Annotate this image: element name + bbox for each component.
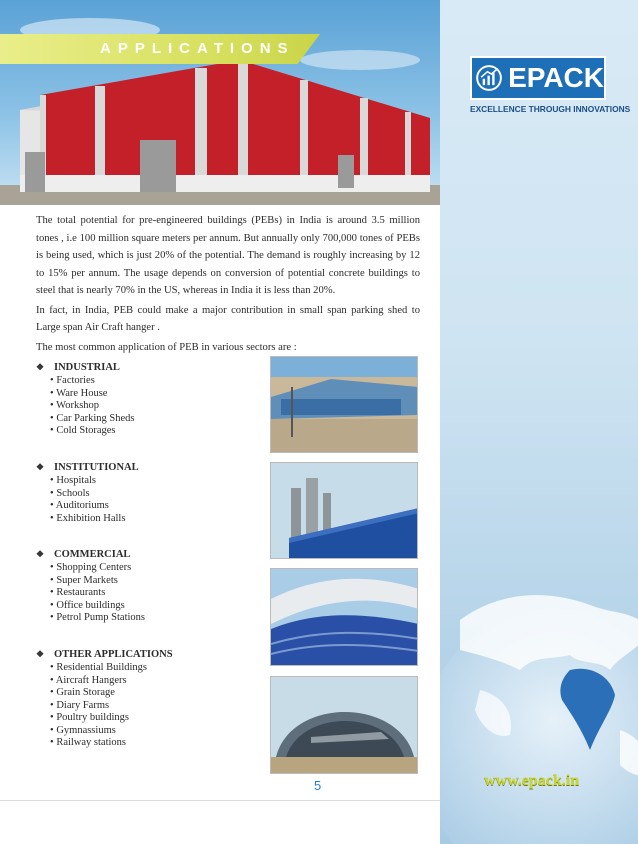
intro-paragraph-2: In fact, in India, PEB could make a major contribution in small span parking shed to Large span Air Craft hanger .	[36, 304, 420, 333]
logo-box	[470, 56, 606, 100]
list-item: • Ware House	[36, 388, 256, 401]
section-title: OTHER APPLICATIONS	[54, 649, 173, 660]
footer-divider	[0, 800, 440, 801]
website-url[interactable]: www.epack.in	[484, 772, 580, 789]
diamond-bullet-icon: ❖	[36, 362, 45, 372]
list-item: • Factories	[36, 375, 256, 388]
diamond-bullet-icon: ❖	[36, 462, 45, 472]
hero-peb-building-photo	[0, 0, 440, 205]
logo-wordmark: EPACK	[508, 62, 604, 93]
page-title: APPLICATIONS	[100, 40, 295, 57]
page-number: 5	[314, 778, 322, 793]
list-item: • Restaurants	[36, 587, 256, 600]
section-commercial	[36, 549, 256, 625]
list-item: • Grain Storage	[36, 687, 256, 700]
intro-paragraph-1: The total potential for pre-engineered buildings (PEBs) in India is around 3.5 million tones , i.e 100 million square meters per annum. But annually only 700,000 tones of PEBs is being used, which is just 20% of the potential. The demand is roughly increasing by 12 to 15% per annum. The usage depends on conversion of potential concrete buildings to steel that is nearly 70% in the US, whereas in India it is less than 20%.	[36, 215, 420, 296]
intro-text	[36, 212, 420, 358]
diamond-bullet-icon: ❖	[36, 549, 45, 559]
institutional-photo	[270, 462, 418, 559]
list-item: • Shopping Centers	[36, 562, 256, 575]
list-item: • Exhibition Halls	[36, 513, 256, 526]
section-industrial	[36, 362, 256, 438]
section-institutional	[36, 462, 256, 525]
list-item: • Hospitals	[36, 475, 256, 488]
list-item: • Aircraft Hangers	[36, 675, 256, 688]
commercial-stadium-photo	[270, 568, 418, 666]
section-title: INSTITUTIONAL	[54, 462, 139, 473]
list-item: • Super Markets	[36, 575, 256, 588]
list-item: • Auditoriums	[36, 500, 256, 513]
list-item: • Cold Storages	[36, 425, 256, 438]
aircraft-hanger-photo	[270, 676, 418, 774]
list-item: • Gymnassiums	[36, 725, 256, 738]
globe-map-illustration	[440, 560, 638, 844]
logo-tagline: EXCELLENCE THROUGH INNOVATIONS	[470, 104, 631, 114]
intro-paragraph-3: The most common application of PEB in various sectors are :	[36, 341, 297, 353]
section-title: INDUSTRIAL	[54, 362, 120, 373]
list-item: • Workshop	[36, 400, 256, 413]
industrial-photo	[270, 356, 418, 453]
diamond-bullet-icon: ❖	[36, 649, 45, 659]
growth-chart-icon	[474, 59, 504, 97]
list-item: • Office buildings	[36, 600, 256, 613]
list-item: • Car Parking Sheds	[36, 413, 256, 426]
list-item: • Diary Farms	[36, 700, 256, 713]
list-item: • Residential Buildings	[36, 662, 256, 675]
section-other-applications	[36, 649, 256, 750]
epack-logo	[470, 56, 631, 118]
list-item: • Poultry buildings	[36, 712, 256, 725]
section-title: COMMERCIAL	[54, 549, 131, 560]
list-item: • Railway stations	[36, 737, 256, 750]
list-item: • Petrol Pump Stations	[36, 612, 256, 625]
list-item: • Schools	[36, 488, 256, 501]
